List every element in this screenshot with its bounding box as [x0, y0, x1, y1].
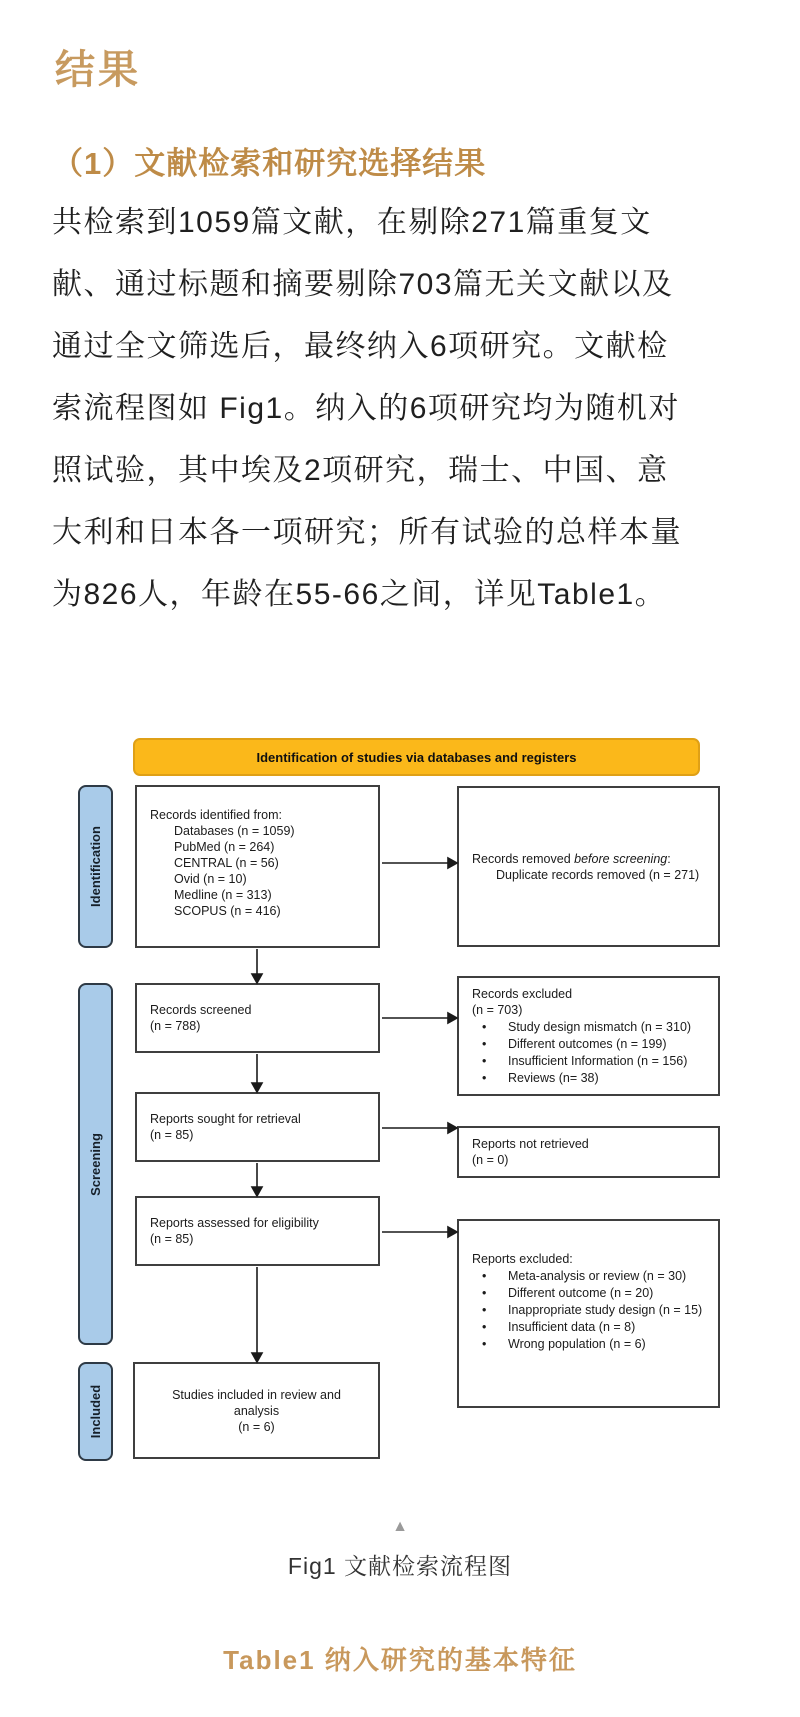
box-line: PubMed (n = 264) [174, 840, 275, 854]
box-title: Records excluded [472, 987, 573, 1001]
table1-heading: Table1 纳入研究的基本特征 [223, 1645, 577, 1675]
box-title: Reports not retrieved [472, 1137, 589, 1151]
paragraph-line: 大利和日本各一项研究；所有试验的总样本量 [52, 516, 682, 549]
box-count: (n = 6) [238, 1419, 275, 1434]
box-line: Databases (n = 1059) [174, 824, 295, 838]
list-item: • Meta-analysis or review (n = 30) [472, 1268, 712, 1284]
prisma-flow-diagram [70, 735, 735, 1470]
figure-caption: Fig1 文献检索流程图 [287, 1553, 513, 1579]
section-heading: （1）文献检索和研究选择结果 [52, 146, 487, 181]
box-line: Duplicate records removed (n = 271) [496, 867, 700, 882]
box-title: Studies included in review and analysis [172, 1387, 341, 1418]
list-item: • Wrong population (n = 6) [472, 1336, 712, 1352]
paragraph-line: 为826人，年龄在55-66之间，详见Table1。 [52, 578, 667, 611]
box-count: (n = 85) [150, 1128, 194, 1142]
flow-arrows [70, 735, 735, 1470]
box-count: (n = 85) [150, 1232, 194, 1246]
box-count: (n = 0) [472, 1153, 509, 1167]
list-item: • Inappropriate study design (n = 15) [472, 1302, 712, 1318]
italic-text: before screening [574, 851, 668, 866]
box-title: Records removed before screening: [472, 851, 671, 866]
list-item: • Reviews (n= 38) [472, 1070, 712, 1086]
list-item: • Different outcome (n = 20) [472, 1285, 712, 1301]
paragraph-line: 献、通过标题和摘要剔除703篇无关文献以及 [52, 268, 674, 301]
box-title: Reports excluded: [472, 1252, 573, 1266]
results-paragraph [52, 192, 758, 626]
list-item: • Insufficient Information (n = 156) [472, 1053, 712, 1069]
box-line: SCOPUS (n = 416) [174, 904, 281, 918]
stage-label: Screening [88, 1132, 104, 1196]
paragraph-line: 共检索到1059篇文献，在剔除271篇重复文 [52, 206, 652, 239]
stage-label: Identification [88, 826, 104, 907]
stage-label: Included [88, 1384, 104, 1439]
list-item: • Different outcomes (n = 199) [472, 1036, 712, 1052]
paragraph-line: 通过全文筛选后，最终纳入6项研究。文献检 [52, 330, 669, 363]
page-title: 结果 [55, 46, 141, 93]
box-count: (n = 788) [150, 1019, 201, 1033]
box-title: Records screened [150, 1003, 252, 1017]
box-line: Medline (n = 313) [174, 888, 272, 902]
diagram-banner: Identification of studies via databases and registers [133, 738, 700, 776]
box-line: Ovid (n = 10) [174, 872, 247, 886]
box-title: Records identified from: [150, 808, 283, 822]
triangle-icon: ▲ [392, 1518, 408, 1535]
list-item: • Insufficient data (n = 8) [472, 1319, 712, 1335]
paragraph-line: 索流程图如 Fig1。纳入的6项研究均为随机对 [52, 392, 680, 425]
box-title: Reports sought for retrieval [150, 1112, 301, 1126]
paragraph-line: 照试验，其中埃及2项研究，瑞士、中国、意 [52, 454, 669, 487]
list-item: • Study design mismatch (n = 310) [472, 1019, 712, 1035]
box-count: (n = 703) [472, 1003, 523, 1017]
box-line: CENTRAL (n = 56) [174, 856, 279, 870]
box-title: Reports assessed for eligibility [150, 1216, 319, 1230]
